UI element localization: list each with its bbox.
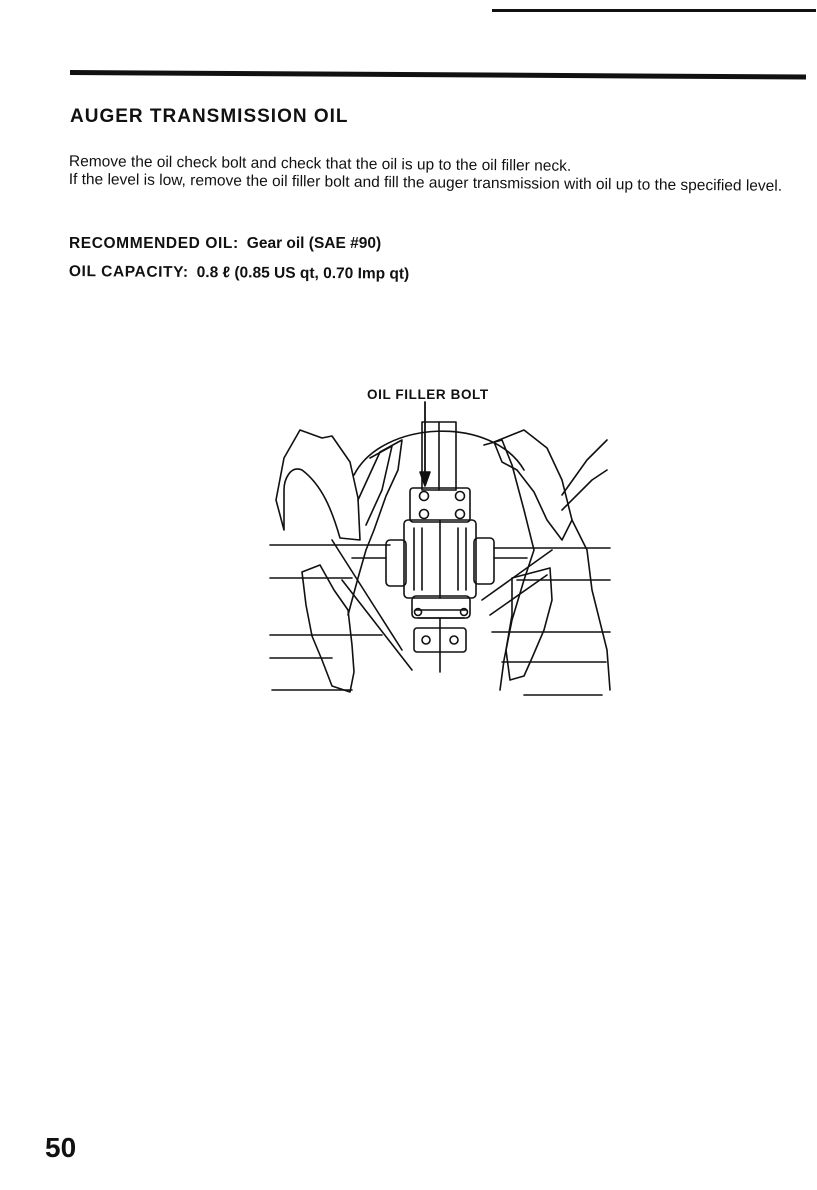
right-auger-outer [572,520,610,690]
left-axle-hub [386,540,406,586]
right-auger-tip [562,440,607,510]
page-number: 50 [45,1132,77,1163]
gearbox-upper-flange [410,488,470,522]
gearbox-right-rib [458,528,466,590]
instruction-fill: If the level is low, remove the oil filler bolt and fill the auger transmission with oil up to the specified level. [68,170,783,195]
gearbox-bolt-icon [456,510,465,519]
oil-capacity-label: OIL CAPACITY: [68,263,189,281]
recommended-oil-label: RECOMMENDED OIL: [69,235,239,252]
right-auger-blade-upper [494,430,572,540]
section-title: AUGER TRANSMISSION OIL [70,106,349,127]
frame-line-bottom [270,658,606,662]
instructions [69,153,809,196]
gearbox-lower-fins [416,610,466,618]
oil-capacity-spec [69,263,409,284]
right-axle-hub [474,538,494,584]
recommended-oil-spec [69,235,381,253]
frame-line-base [272,690,602,695]
gearbox-bolt-icon [420,510,429,519]
left-auger-blade-upper [276,430,360,540]
right-auger-spiral [484,440,534,690]
recommended-oil-value: Gear oil (SAE #90) [246,235,382,252]
auger-transmission-illustration [262,400,622,705]
gearbox-bolt-icon [456,492,465,501]
header-rule [70,70,806,79]
oil-check-bolt-icon [422,636,430,644]
left-auger-blade-lower [302,565,354,692]
instruction-check: Remove the oil check bolt and check that the oil is up to the oil filler neck. [68,153,572,175]
left-auger-spiral [348,440,402,615]
drain-bolt-icon [450,636,458,644]
gearbox-left-rib [414,528,422,590]
left-auger-spiral-inner [366,446,392,525]
oil-filler-bolt-callout: OIL FILLER BOLT [367,387,489,402]
header-rule-short [492,9,816,12]
oil-capacity-value: 0.8 ℓ (0.85 US qt, 0.70 Imp qt) [196,264,410,283]
oil-filler-bolt-icon [420,492,429,501]
right-auger-blade-lower [506,568,552,680]
